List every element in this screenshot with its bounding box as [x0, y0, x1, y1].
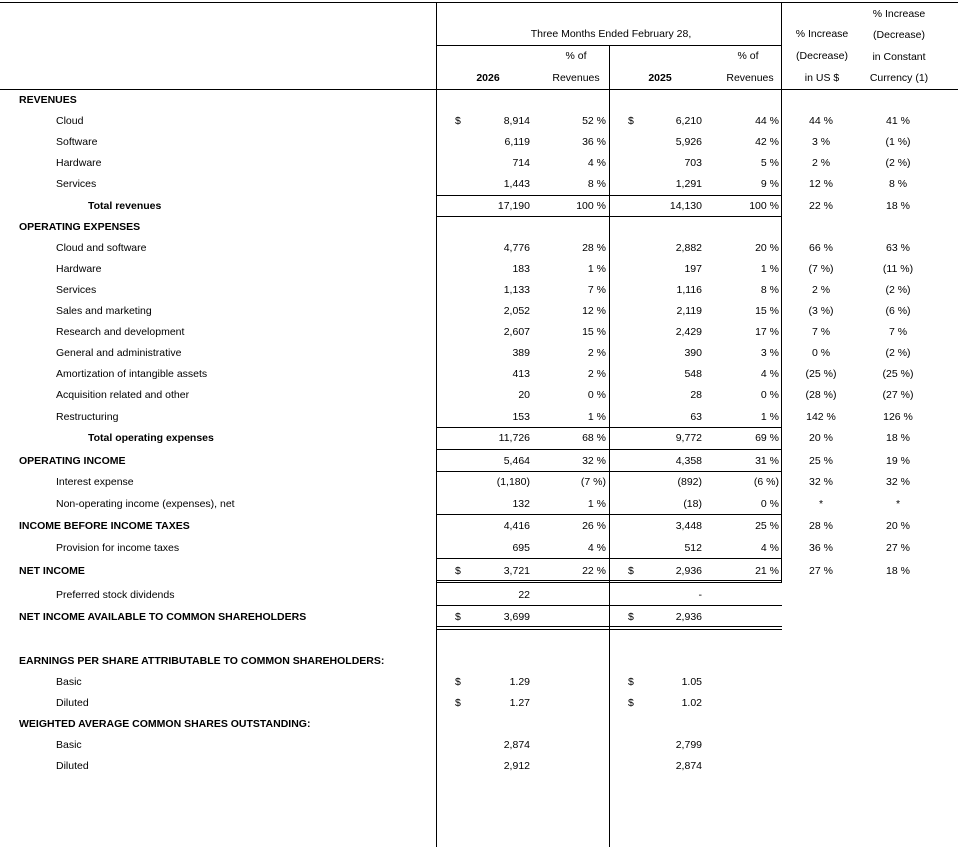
value-2025: (18) — [683, 498, 702, 510]
pct-revenue-2025: 9 % — [760, 178, 779, 190]
pct-change-constant-currency: (25 %) — [882, 368, 914, 380]
pct-revenue-2026: 100 % — [576, 200, 606, 212]
header-pct-increase-us-2: (Decrease) — [796, 50, 848, 62]
pct-change-constant-currency: * — [895, 498, 901, 510]
rule-line — [609, 45, 610, 582]
pct-change-us: 32 % — [809, 476, 833, 488]
row-label: Services — [56, 178, 97, 190]
pct-change-us: 12 % — [809, 178, 833, 190]
pct-revenue-2025: 3 % — [760, 347, 779, 359]
value-2025: 28 — [690, 389, 702, 401]
row-label: Services — [56, 284, 97, 296]
pct-revenue-2026: 68 % — [582, 432, 606, 444]
pct-change-us: 0 % — [811, 347, 831, 359]
pct-revenue-2026: 1 % — [587, 263, 606, 275]
currency-symbol-2025: $ — [628, 697, 634, 709]
value-2026: 389 — [512, 347, 530, 359]
value-2025: 6,210 — [675, 115, 702, 127]
value-2026: 1.27 — [509, 697, 530, 709]
pct-revenue-2026: 8 % — [587, 178, 606, 190]
value-2026: 22 — [518, 589, 530, 601]
row-label: Total revenues — [88, 200, 162, 212]
row-label: Basic — [56, 739, 82, 751]
row-label: Interest expense — [56, 476, 134, 488]
pct-change-constant-currency: 18 % — [886, 200, 910, 212]
pct-change-us: 20 % — [809, 432, 833, 444]
value-2026: 2,912 — [503, 760, 530, 772]
pct-change-constant-currency: (2 %) — [885, 284, 911, 296]
pct-revenue-2025: 4 % — [760, 368, 779, 380]
rule-line — [436, 471, 782, 472]
currency-symbol-2026: $ — [455, 676, 461, 688]
currency-symbol-2025: $ — [628, 115, 634, 127]
value-2026: 183 — [512, 263, 530, 275]
rule-line — [609, 628, 610, 847]
header-pct-of-2025: % of — [737, 50, 759, 62]
row-label: Diluted — [56, 760, 89, 772]
pct-revenue-2025: 44 % — [755, 115, 779, 127]
value-2025: 703 — [684, 157, 702, 169]
value-2025: - — [698, 589, 702, 601]
value-2026: 3,699 — [503, 611, 530, 623]
row-label: Total operating expenses — [88, 432, 214, 444]
value-2026: 11,726 — [498, 432, 530, 444]
row-label: EARNINGS PER SHARE ATTRIBUTABLE TO COMMON SHAREHOLDERS: — [19, 655, 385, 667]
value-2026: 714 — [512, 157, 530, 169]
pct-change-constant-currency: 18 % — [886, 565, 910, 577]
value-2026: 4,776 — [503, 242, 530, 254]
value-2026: 8,914 — [503, 115, 530, 127]
pct-change-us: (3 %) — [808, 305, 834, 317]
value-2025: 63 — [690, 411, 702, 423]
currency-symbol-2026: $ — [455, 565, 461, 577]
value-2026: 3,721 — [503, 565, 530, 577]
pct-revenue-2025: 42 % — [755, 136, 779, 148]
rule-line — [0, 89, 958, 90]
value-2025: 1.05 — [681, 676, 702, 688]
value-2025: 1.02 — [681, 697, 702, 709]
pct-change-constant-currency: (6 %) — [885, 305, 911, 317]
pct-change-constant-currency: 32 % — [886, 476, 910, 488]
pct-revenue-2026: 22 % — [582, 565, 606, 577]
row-label: OPERATING INCOME — [19, 455, 126, 467]
row-label: INCOME BEFORE INCOME TAXES — [19, 520, 190, 532]
currency-symbol-2025: $ — [628, 676, 634, 688]
value-2026: 6,119 — [504, 136, 530, 148]
rule-line — [436, 216, 782, 217]
row-label: Cloud — [56, 115, 84, 127]
pct-change-constant-currency: 63 % — [886, 242, 910, 254]
value-2025: 2,799 — [675, 739, 702, 751]
row-label: Provision for income taxes — [56, 542, 180, 554]
pct-revenue-2026: 36 % — [582, 136, 606, 148]
row-label: Non-operating income (expenses), net — [56, 498, 235, 510]
value-2026: 17,190 — [497, 200, 530, 212]
pct-revenue-2025: 20 % — [755, 242, 779, 254]
pct-change-us: (28 %) — [805, 389, 837, 401]
pct-change-constant-currency: (27 %) — [882, 389, 914, 401]
value-2026: 132 — [512, 498, 530, 510]
header-pct-increase-cc-1: % Increase — [872, 8, 926, 20]
value-2026: 1,443 — [503, 178, 530, 190]
row-label: Amortization of intangible assets — [56, 368, 208, 380]
value-2025: 4,358 — [675, 455, 702, 467]
value-2026: 20 — [518, 389, 530, 401]
pct-change-constant-currency: (11 %) — [882, 263, 914, 275]
pct-change-constant-currency: 41 % — [886, 115, 910, 127]
pct-revenue-2025: 15 % — [755, 305, 779, 317]
pct-revenue-2026: 2 % — [587, 347, 606, 359]
pct-change-constant-currency: 18 % — [886, 432, 910, 444]
pct-revenue-2025: 31 % — [755, 455, 779, 467]
pct-change-us: 2 % — [811, 284, 831, 296]
pct-revenue-2026: 1 % — [587, 498, 606, 510]
value-2026: 2,874 — [503, 739, 530, 751]
value-2025: 1,116 — [676, 284, 702, 296]
currency-symbol-2026: $ — [455, 115, 461, 127]
value-2026: 4,416 — [503, 520, 530, 532]
currency-symbol-2025: $ — [628, 611, 634, 623]
row-label: Sales and marketing — [56, 305, 152, 317]
value-2025: 9,772 — [675, 432, 702, 444]
pct-revenue-2025: 4 % — [760, 542, 779, 554]
pct-change-us: (25 %) — [805, 368, 837, 380]
header-pct-increase-cc-3: in Constant — [872, 51, 926, 63]
pct-change-us: 2 % — [811, 157, 831, 169]
header-pct-increase-us-3: in US $ — [804, 72, 840, 84]
rule-line — [436, 2, 437, 847]
value-2025: 14,130 — [669, 200, 702, 212]
row-label: Acquisition related and other — [56, 389, 190, 401]
pct-revenue-2026: 52 % — [582, 115, 606, 127]
rule-line — [436, 449, 782, 450]
value-2025: 548 — [684, 368, 702, 380]
rule-line — [0, 2, 958, 3]
rule-line — [436, 629, 782, 630]
pct-revenue-2025: 25 % — [755, 520, 779, 532]
row-label: NET INCOME — [19, 565, 85, 577]
header-three-months: Three Months Ended February 28, — [530, 28, 692, 40]
pct-change-us: 36 % — [809, 542, 833, 554]
value-2026: 2,052 — [503, 305, 530, 317]
row-label: REVENUES — [19, 94, 77, 106]
pct-revenue-2026: 32 % — [582, 455, 606, 467]
pct-revenue-2025: 8 % — [760, 284, 779, 296]
rule-line — [436, 626, 782, 627]
rule-line — [781, 2, 782, 583]
value-2025: 512 — [684, 542, 702, 554]
header-year-2026: 2026 — [476, 72, 500, 84]
rule-line — [436, 558, 782, 559]
pct-change-constant-currency: (2 %) — [885, 347, 911, 359]
pct-change-constant-currency: (1 %) — [885, 136, 911, 148]
pct-change-us: * — [818, 498, 824, 510]
pct-change-constant-currency: (2 %) — [885, 157, 911, 169]
rule-line — [436, 427, 782, 428]
value-2026: 5,464 — [503, 455, 530, 467]
header-revenues-2025: Revenues — [726, 72, 774, 84]
pct-change-us: 66 % — [809, 242, 833, 254]
row-label: OPERATING EXPENSES — [19, 221, 141, 233]
pct-change-us: 27 % — [809, 565, 833, 577]
pct-revenue-2025: 5 % — [760, 157, 779, 169]
pct-revenue-2026: 15 % — [582, 326, 606, 338]
header-pct-of-2026: % of — [565, 50, 587, 62]
value-2026: 2,607 — [503, 326, 530, 338]
header-year-2025: 2025 — [648, 72, 672, 84]
pct-revenue-2026: 2 % — [587, 368, 606, 380]
row-label: Diluted — [56, 697, 89, 709]
currency-symbol-2025: $ — [628, 565, 634, 577]
rule-line — [436, 580, 782, 581]
value-2025: 2,429 — [675, 326, 702, 338]
pct-change-us: 142 % — [806, 411, 836, 423]
pct-revenue-2026: 4 % — [587, 157, 606, 169]
pct-change-constant-currency: 27 % — [886, 542, 910, 554]
row-label: Hardware — [56, 263, 102, 275]
row-label: Software — [56, 136, 98, 148]
pct-revenue-2025: 1 % — [760, 411, 779, 423]
pct-revenue-2026: 26 % — [582, 520, 606, 532]
row-label: Basic — [56, 676, 82, 688]
pct-change-constant-currency: 19 % — [886, 455, 910, 467]
pct-change-us: 44 % — [809, 115, 833, 127]
pct-revenue-2025: 0 % — [760, 389, 779, 401]
row-label: WEIGHTED AVERAGE COMMON SHARES OUTSTANDING: — [19, 718, 311, 730]
pct-revenue-2025: 100 % — [749, 200, 779, 212]
value-2025: 1,291 — [675, 178, 702, 190]
pct-change-constant-currency: 8 % — [888, 178, 908, 190]
value-2026: 153 — [512, 411, 530, 423]
pct-revenue-2025: 1 % — [760, 263, 779, 275]
value-2026: 413 — [512, 368, 530, 380]
pct-revenue-2026: 12 % — [582, 305, 606, 317]
pct-change-us: 3 % — [811, 136, 831, 148]
pct-revenue-2026: (7 %) — [580, 476, 606, 488]
value-2026: 695 — [512, 542, 530, 554]
pct-revenue-2026: 0 % — [587, 389, 606, 401]
value-2025: 5,926 — [675, 136, 702, 148]
header-revenues-2026: Revenues — [552, 72, 600, 84]
row-label: Cloud and software — [56, 242, 147, 254]
value-2025: 2,874 — [675, 760, 702, 772]
value-2025: 2,882 — [675, 242, 702, 254]
value-2025: 197 — [684, 263, 702, 275]
pct-change-constant-currency: 126 % — [883, 411, 913, 423]
value-2026: 1,133 — [503, 284, 530, 296]
row-label: NET INCOME AVAILABLE TO COMMON SHAREHOLDERS — [19, 611, 307, 623]
pct-revenue-2025: 21 % — [755, 565, 779, 577]
currency-symbol-2026: $ — [455, 611, 461, 623]
row-label: Restructuring — [56, 411, 119, 423]
pct-revenue-2026: 28 % — [582, 242, 606, 254]
pct-revenue-2026: 1 % — [587, 411, 606, 423]
pct-change-constant-currency: 20 % — [886, 520, 910, 532]
value-2025: (892) — [677, 476, 702, 488]
pct-revenue-2026: 7 % — [587, 284, 606, 296]
value-2026: 1.29 — [509, 676, 530, 688]
header-pct-increase-cc-4: Currency (1) — [869, 72, 929, 84]
rule-line — [436, 605, 782, 606]
pct-change-constant-currency: 7 % — [888, 326, 908, 338]
pct-change-us: 25 % — [809, 455, 833, 467]
currency-symbol-2026: $ — [455, 697, 461, 709]
value-2025: 390 — [684, 347, 702, 359]
value-2025: 2,936 — [675, 565, 702, 577]
pct-revenue-2025: 69 % — [755, 432, 779, 444]
header-pct-increase-us-1: % Increase — [795, 28, 849, 40]
pct-revenue-2026: 4 % — [587, 542, 606, 554]
pct-change-us: 7 % — [811, 326, 831, 338]
value-2025: 2,119 — [676, 305, 702, 317]
rule-line — [436, 582, 782, 583]
pct-change-us: 22 % — [809, 200, 833, 212]
row-label: Preferred stock dividends — [56, 589, 175, 601]
header-pct-increase-cc-2: (Decrease) — [873, 29, 925, 41]
row-label: General and administrative — [56, 347, 182, 359]
pct-revenue-2025: 17 % — [755, 326, 779, 338]
pct-change-us: (7 %) — [808, 263, 834, 275]
value-2025: 3,448 — [675, 520, 702, 532]
pct-revenue-2025: 0 % — [760, 498, 779, 510]
row-label: Research and development — [56, 326, 185, 338]
value-2025: 2,936 — [675, 611, 702, 623]
row-label: Hardware — [56, 157, 102, 169]
pct-revenue-2025: (6 %) — [753, 476, 779, 488]
rule-line — [436, 195, 782, 196]
rule-line — [436, 514, 782, 515]
value-2026: (1,180) — [496, 476, 530, 488]
pct-change-us: 28 % — [809, 520, 833, 532]
